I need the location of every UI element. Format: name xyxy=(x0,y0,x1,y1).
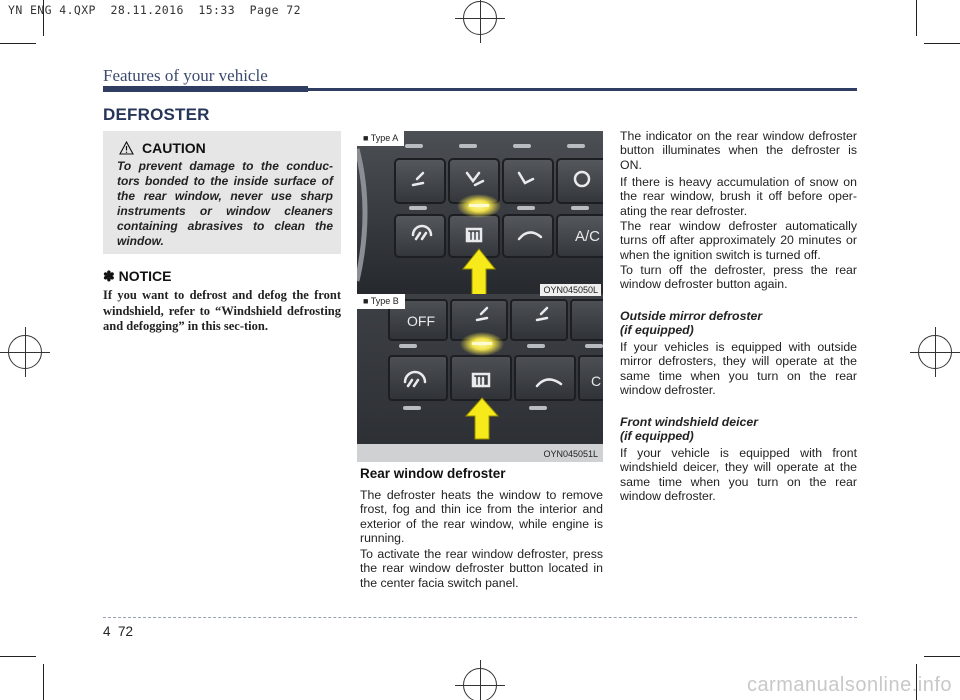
mirror-defroster-text: If your vehicles is equipped with outside mirror defrosters, they will operate at the same time when you turn on the rear window defroster. xyxy=(620,340,857,398)
figure-code: OYN045050L xyxy=(540,284,601,296)
indicator-paragraph: The indicator on the rear window defroster button illuminates when the defroster is ON. xyxy=(620,129,857,172)
warning-triangle-icon xyxy=(119,141,134,155)
svg-text:A/C: A/C xyxy=(575,228,601,245)
figure-type-a xyxy=(357,131,603,296)
figure-type-label: ■ Type B xyxy=(357,294,405,309)
mirror-defroster-heading: Outside mirror defroster (if equipped) xyxy=(620,309,763,338)
figure-code: OYN045051L xyxy=(543,449,598,459)
rear-window-heading: Rear window defroster xyxy=(360,466,506,481)
page-heading: DEFROSTER xyxy=(103,105,210,124)
svg-text:C: C xyxy=(591,373,602,389)
turn-off-paragraph: To turn off the defroster, press the rear window defroster button again. xyxy=(620,263,857,292)
auto-off-paragraph: The rear window defroster automatically turns off after approximately 20 minutes or when the ignition switch is turned off. xyxy=(620,219,857,262)
print-slug: YN ENG 4.QXP 28.11.2016 15:33 Page 72 xyxy=(8,3,301,17)
footer-rule xyxy=(103,617,857,618)
figure-type-label: ■ Type A xyxy=(357,131,404,146)
svg-text:OFF: OFF xyxy=(407,313,435,329)
rear-window-p2: To activate the rear window defroster, press the rear window defroster button located in the center facia switch panel. xyxy=(360,547,603,590)
title-rule-accent xyxy=(103,86,308,92)
registration-mark-top xyxy=(463,1,497,35)
snow-paragraph: If there is heavy accumulation of snow on the rear window, brush it off before oper-ating the rear defroster. xyxy=(620,175,857,218)
rear-window-p1: The defroster heats the window to remove frost, fog and thin ice from the interior and exterior of the rear window, while engine is running. xyxy=(360,488,603,546)
deicer-heading: Front windshield deicer (if equipped) xyxy=(620,415,759,444)
caution-text: To prevent damage to the conduc-tors bonded to the inside surface of the rear window, never use sharp instruments or window cleaners containing abrasives to clean the window. xyxy=(117,159,333,248)
watermark: carmanualsonline.info xyxy=(746,674,952,696)
climate-panel-photo xyxy=(357,294,603,462)
page-number: 72 xyxy=(118,624,134,639)
figure-type-b xyxy=(357,294,603,462)
deicer-text: If your vehicle is equipped with front windshield deicer, they will operate at the same time when you turn on the rear window defroster. xyxy=(620,446,857,504)
registration-mark-bottom xyxy=(463,668,497,700)
registration-mark-right xyxy=(918,335,952,369)
registration-mark-left xyxy=(8,335,42,369)
notice-text: If you want to defrost and defog the front windshield, refer to “Windshield defrosting and defogging” in this sec-tion. xyxy=(103,288,341,333)
caution-box xyxy=(103,131,341,254)
btn-ac-text xyxy=(575,228,600,245)
notice-title: ✽ NOTICE xyxy=(103,268,172,284)
chapter-number: 4 xyxy=(103,624,111,639)
section-title: Features of your vehicle xyxy=(103,66,268,85)
climate-panel-photo xyxy=(357,131,603,296)
caution-title: CAUTION xyxy=(142,140,206,156)
